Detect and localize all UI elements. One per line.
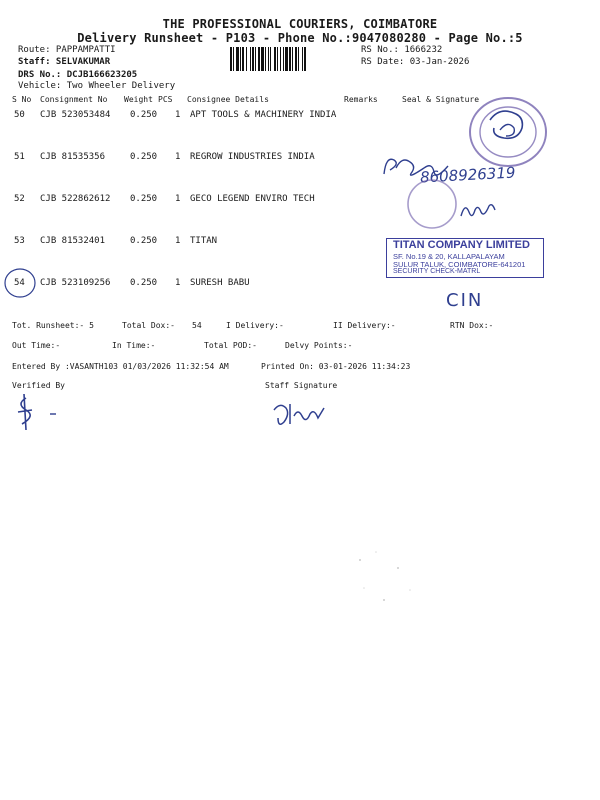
handwritten-phone: 8608926319 <box>419 163 516 187</box>
stamp-address-1: SF. No.19 & 20, KALLAPALAYAM <box>393 252 505 261</box>
barcode-bar <box>302 47 303 71</box>
row-pcs: 1 <box>175 110 181 120</box>
total-dox-label: Total Dox:- <box>122 321 175 330</box>
barcode-bar <box>242 47 244 71</box>
row-consignee: SURESH BABU <box>190 278 250 288</box>
stamp-address-3: SECURITY CHECK-MATRL <box>393 268 481 275</box>
barcode-bar <box>255 47 256 71</box>
total-pod: Total POD:- <box>204 341 257 350</box>
stamp-company-name: TITAN COMPANY LIMITED <box>393 239 530 251</box>
row-pcs: 1 <box>175 152 181 162</box>
entered-by: Entered By :VASANTH103 01/03/2026 11:32:54 AM <box>12 362 229 371</box>
verifier-signature <box>10 390 70 434</box>
rtn-dox: RTN Dox:- <box>450 321 494 330</box>
barcode-bar <box>270 47 271 71</box>
row-sno: 53 <box>14 236 25 246</box>
company-title: THE PROFESSIONAL COURIERS, COIMBATORE <box>162 17 438 31</box>
barcode-bar <box>289 47 291 71</box>
row-consignment: CJB 523109256 <box>40 278 111 288</box>
barcode-bar <box>250 47 251 71</box>
printed-on: Printed On: 03-01-2026 11:34:23 <box>261 362 411 371</box>
barcode-bar <box>246 47 247 71</box>
row-sno: 51 <box>14 152 25 162</box>
row-consignment: CJB 523053484 <box>40 110 111 120</box>
barcode-bar <box>268 47 269 71</box>
staff-signature-label: Staff Signature <box>265 381 338 390</box>
barcode-bar <box>295 47 297 71</box>
row-sno: 52 <box>14 194 25 204</box>
col-pcs: PCS <box>158 95 173 104</box>
staff-signature-scribble <box>268 394 332 430</box>
row-pcs: 1 <box>175 278 181 288</box>
row-consignment: CJB 81532401 <box>40 236 106 246</box>
round-seal-stamp <box>466 94 550 170</box>
barcode-bar <box>230 47 232 71</box>
verified-by-label: Verified By <box>12 381 65 390</box>
col-consignment: Consignment No <box>40 95 108 104</box>
barcode-bar <box>304 47 306 71</box>
col-sno: S No <box>12 95 32 104</box>
col-consignee: Consignee Details <box>187 95 269 104</box>
barcode-bar <box>283 47 284 71</box>
total-dox-value: 54 <box>192 321 202 330</box>
row-weight: 0.250 <box>130 110 158 120</box>
rs-date: RS Date: 03-Jan-2026 <box>361 57 470 67</box>
row-sno: 54 <box>14 278 25 288</box>
barcode-bar <box>261 47 264 71</box>
col-remarks: Remarks <box>344 95 378 104</box>
barcode-bar <box>258 47 260 71</box>
barcode <box>230 47 356 71</box>
signature-row52 <box>458 198 498 224</box>
row-consignment: CJB 81535356 <box>40 152 106 162</box>
barcode-bar <box>277 47 278 71</box>
staff-label: Staff: SELVAKUMAR <box>18 57 111 67</box>
row-pcs: 1 <box>175 194 181 204</box>
rs-number: RS No.: 1666232 <box>361 45 443 55</box>
row-consignee: REGROW INDUSTRIES INDIA <box>190 152 315 162</box>
circled-sno-mark <box>2 266 38 300</box>
row-consignee: APT TOOLS & MACHINERY INDIA <box>190 110 337 120</box>
barcode-bar <box>236 47 239 71</box>
row-weight: 0.250 <box>130 194 158 204</box>
row-weight: 0.250 <box>130 236 158 246</box>
vehicle-label: Vehicle: Two Wheeler Delivery <box>18 81 176 91</box>
route-label: Route: PAPPAMPATTI <box>18 45 116 55</box>
scan-noise <box>340 540 440 620</box>
barcode-bar <box>274 47 276 71</box>
row-consignee: TITAN <box>190 236 218 246</box>
stamp-address-2: SULUR TALUK, COIMBATORE-641201 <box>393 260 526 269</box>
barcode-bar <box>298 47 299 71</box>
row-weight: 0.250 <box>130 278 158 288</box>
barcode-bar <box>252 47 254 71</box>
barcode-bar <box>265 47 266 71</box>
barcode-bar <box>233 47 234 71</box>
row-weight: 0.250 <box>130 152 158 162</box>
row-consignment: CJB 522862612 <box>40 194 111 204</box>
total-runsheet: Tot. Runsheet:- 5 <box>12 321 94 330</box>
runsheet-subtitle: Delivery Runsheet - P103 - Phone No.:9047080280 - Page No.:5 <box>77 31 523 45</box>
handwritten-cin: CIN <box>446 290 484 311</box>
ii-delivery: II Delivery:- <box>333 321 396 330</box>
barcode-bar <box>280 47 281 71</box>
circle-stamp-row52 <box>404 176 460 232</box>
barcode-bar <box>292 47 293 71</box>
delvy-points: Delvy Points:- <box>285 341 353 350</box>
drs-number: DRS No.: DCJB166623205 <box>18 70 138 80</box>
col-weight: Weight <box>124 95 153 104</box>
row-pcs: 1 <box>175 236 181 246</box>
i-delivery: I Delivery:- <box>226 321 284 330</box>
row-consignee: GECO LEGEND ENVIRO TECH <box>190 194 315 204</box>
barcode-bar <box>285 47 288 71</box>
titan-company-stamp <box>386 238 544 278</box>
row-sno: 50 <box>14 110 25 120</box>
barcode-bar <box>240 47 241 71</box>
col-seal: Seal & Signature <box>402 95 480 104</box>
in-time: In Time:- <box>112 341 156 350</box>
out-time: Out Time:- <box>12 341 61 350</box>
